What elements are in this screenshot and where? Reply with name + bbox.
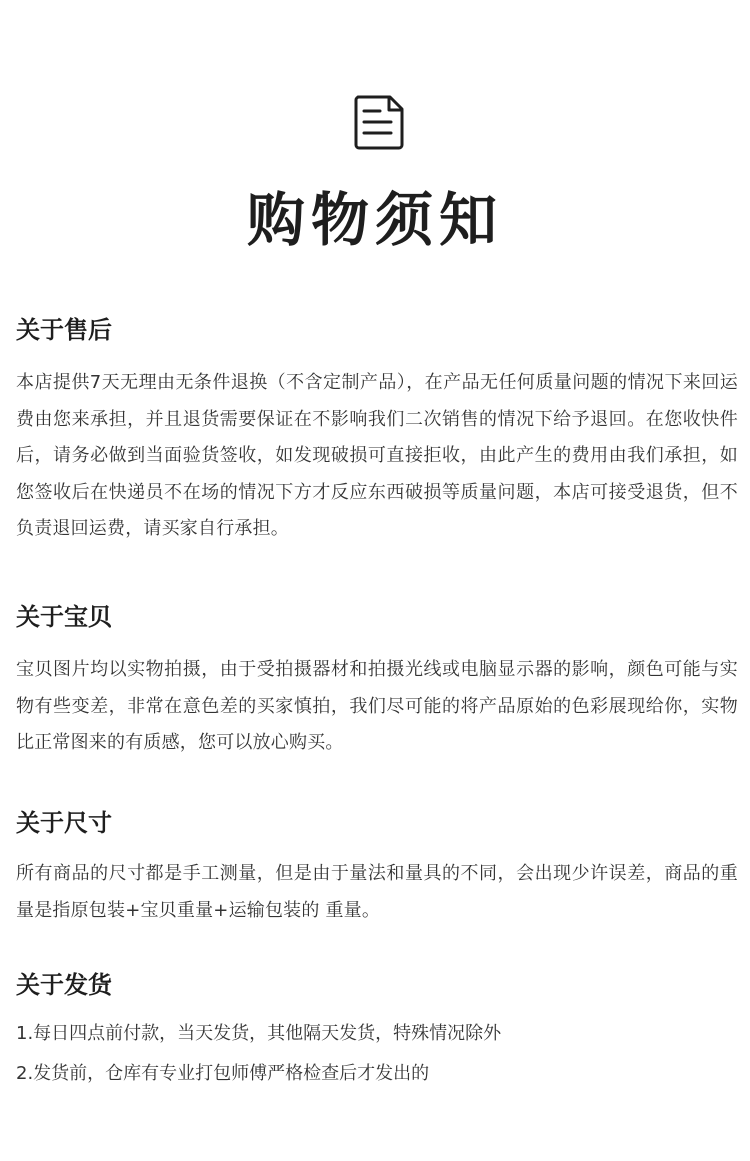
section-heading-product: 关于宝贝 — [16, 603, 112, 631]
section-shipping — [16, 968, 738, 1094]
section-aftersale — [16, 313, 738, 548]
page-title: 购物须知 — [246, 186, 503, 254]
section-body-aftersale: 本店提供7天无理由无条件退换（不含定制产品），在产品无任何质量问题的情况下来回运费由您来承担，并且退货需要保证在不影响我们二次销售的情况下给予退回。在您收快件后，请务必做到当面验货签收，如发现破损可直接拒收，由此产生的费用由我们承担，如您签收后在快递员不在场的情况下方才反应东西破损等质量问题，本店可接受退货，但不负责退回运费，请买家自行承担。 — [16, 372, 738, 540]
list-item: 2.发货前，仓库有专业打包师傅严格检查后才发出的 — [16, 1063, 430, 1084]
section-heading-size: 关于尺寸 — [16, 809, 112, 837]
section-product — [16, 600, 738, 762]
section-heading-shipping: 关于发货 — [16, 971, 112, 999]
document-icon — [352, 93, 406, 151]
section-body-size: 所有商品的尺寸都是手工测量，但是由于量法和量具的不同，会出现少许误差，商品的重量是指原包装+宝贝重量+运输包装的 重量。 — [16, 863, 738, 921]
list-item: 1.每日四点前付款，当天发货，其他隔天发货，特殊情况除外 — [16, 1023, 502, 1044]
section-size — [16, 806, 738, 929]
section-heading-aftersale: 关于售后 — [16, 316, 112, 344]
section-body-product: 宝贝图片均以实物拍摄，由于受拍摄器材和拍摄光线或电脑显示器的影响，颜色可能与实物有些变差，非常在意色差的买家慎拍，我们尽可能的将产品原始的色彩展现给你，实物比正常图来的有质感，您可以放心购买。 — [16, 659, 738, 754]
